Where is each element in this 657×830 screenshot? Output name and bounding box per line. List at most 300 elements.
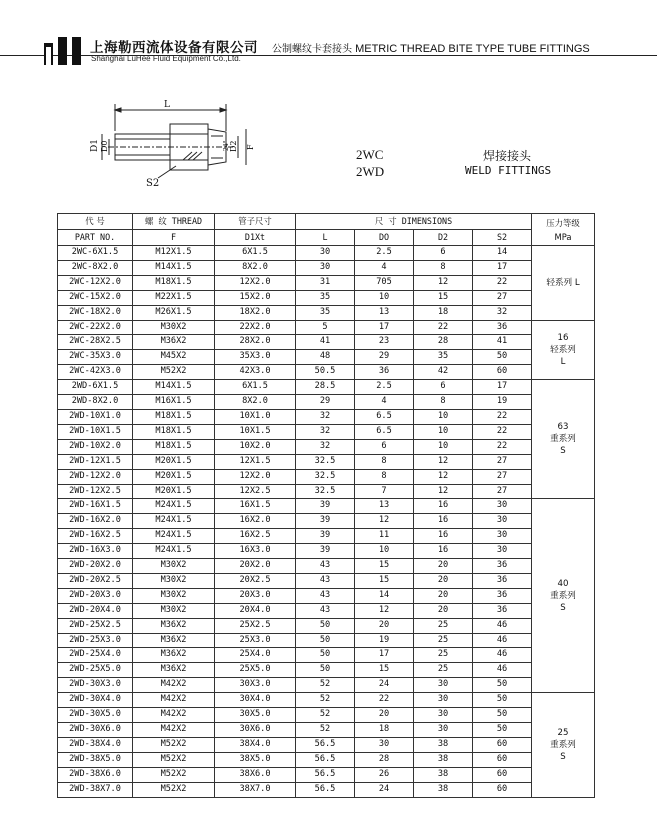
cell-dim-s2: 19 xyxy=(473,395,532,410)
cell-dim-d2: 35 xyxy=(414,350,473,365)
pressure-rating-line: 重系列 xyxy=(550,434,576,445)
cell-part-no: 2WD-16X2.0 xyxy=(58,514,133,529)
cell-tube-size: 15X2.0 xyxy=(215,290,296,305)
cell-dim-s2: 22 xyxy=(473,275,532,290)
cell-dim-d2: 25 xyxy=(414,648,473,663)
cell-dim-d2: 20 xyxy=(414,603,473,618)
cell-tube-size: 38X7.0 xyxy=(215,782,296,797)
cell-dim-d0: 13 xyxy=(355,305,414,320)
cell-part-no: 2WC-8X2.0 xyxy=(58,260,133,275)
table-row xyxy=(58,603,595,618)
cell-dim-d0: 6.5 xyxy=(355,424,414,439)
cell-tube-size: 12X2.0 xyxy=(215,469,296,484)
cell-dim-l: 5 xyxy=(296,320,355,335)
cell-dim-d0: 15 xyxy=(355,559,414,574)
label-D2: D2 xyxy=(229,140,238,152)
cell-part-no: 2WD-12X2.0 xyxy=(58,469,133,484)
cell-tube-size: 8X2.0 xyxy=(215,260,296,275)
cell-dim-d2: 18 xyxy=(414,305,473,320)
cell-part-no: 2WD-8X2.0 xyxy=(58,395,133,410)
cell-part-no: 2WD-16X1.5 xyxy=(58,499,133,514)
cell-dim-l: 52 xyxy=(296,693,355,708)
cell-tube-size: 38X4.0 xyxy=(215,737,296,752)
cell-part-no: 2WD-25X5.0 xyxy=(58,663,133,678)
product-code-2wc: 2WC xyxy=(356,147,384,162)
cell-dim-d2: 10 xyxy=(414,424,473,439)
cell-tube-size: 25X2.5 xyxy=(215,618,296,633)
cell-dim-s2: 36 xyxy=(473,559,532,574)
pressure-rating-line: 重系列 xyxy=(550,739,576,750)
cell-thread: M36X2 xyxy=(133,633,215,648)
cell-tube-size: 38X5.0 xyxy=(215,752,296,767)
cell-dim-s2: 30 xyxy=(473,529,532,544)
cell-dim-d0: 24 xyxy=(355,782,414,797)
cell-thread: M22X1.5 xyxy=(133,290,215,305)
cell-dim-d2: 25 xyxy=(414,663,473,678)
cell-part-no: 2WC-15X2.0 xyxy=(58,290,133,305)
pressure-rating-line: 轻系列 L xyxy=(546,277,580,288)
cell-part-no: 2WD-12X2.5 xyxy=(58,484,133,499)
table-row xyxy=(58,514,595,529)
cell-thread: M42X2 xyxy=(133,708,215,723)
cell-tube-size: 12X1.5 xyxy=(215,454,296,469)
cell-dim-d0: 6.5 xyxy=(355,409,414,424)
label-D0: D0 xyxy=(100,140,109,152)
pressure-rating-line: 16 xyxy=(557,332,569,343)
cell-dim-d2: 12 xyxy=(414,484,473,499)
label-F: F xyxy=(246,144,255,150)
cell-dim-d0: 12 xyxy=(355,603,414,618)
cell-part-no: 2WD-25X3.0 xyxy=(58,633,133,648)
cell-part-no: 2WD-30X4.0 xyxy=(58,693,133,708)
cell-tube-size: 12X2.5 xyxy=(215,484,296,499)
cell-dim-d0: 36 xyxy=(355,365,414,380)
page-title xyxy=(272,40,590,55)
header-dim-d0: DO xyxy=(355,230,414,246)
table-row xyxy=(58,752,595,767)
cell-tube-size: 10X1.5 xyxy=(215,424,296,439)
page-title-en: METRIC THREAD BITE TYPE TUBE FITTINGS xyxy=(355,43,590,55)
table-row xyxy=(58,573,595,588)
cell-dim-d2: 30 xyxy=(414,693,473,708)
table-row xyxy=(58,529,595,544)
cell-part-no: 2WD-30X6.0 xyxy=(58,723,133,738)
product-code-2wd: 2WD xyxy=(356,164,385,179)
cell-dim-l: 32 xyxy=(296,439,355,454)
table-row xyxy=(58,305,595,320)
cell-dim-l: 48 xyxy=(296,350,355,365)
cell-dim-d2: 12 xyxy=(414,275,473,290)
cell-dim-d2: 12 xyxy=(414,454,473,469)
label-S2: S2 xyxy=(146,178,160,189)
cell-tube-size: 28X2.0 xyxy=(215,335,296,350)
cell-dim-s2: 14 xyxy=(473,246,532,261)
table-row xyxy=(58,409,595,424)
cell-dim-s2: 17 xyxy=(473,380,532,395)
cell-part-no: 2WD-38X4.0 xyxy=(58,737,133,752)
pressure-rating-line: 63 xyxy=(557,422,569,433)
cell-dim-l: 39 xyxy=(296,529,355,544)
cell-dim-s2: 60 xyxy=(473,752,532,767)
cell-thread: M14X1.5 xyxy=(133,260,215,275)
header-pressure-unit: MPa xyxy=(554,231,572,242)
table-row xyxy=(58,246,595,261)
cell-dim-d0: 8 xyxy=(355,454,414,469)
cell-dim-s2: 22 xyxy=(473,409,532,424)
cell-dim-d0: 13 xyxy=(355,499,414,514)
cell-dim-d2: 25 xyxy=(414,618,473,633)
cell-thread: M36X2 xyxy=(133,335,215,350)
cell-dim-d0: 10 xyxy=(355,290,414,305)
cell-dim-s2: 32 xyxy=(473,305,532,320)
cell-thread: M24X1.5 xyxy=(133,544,215,559)
cell-dim-s2: 50 xyxy=(473,723,532,738)
cell-dim-s2: 60 xyxy=(473,767,532,782)
cell-dim-l: 39 xyxy=(296,544,355,559)
table-row xyxy=(58,335,595,350)
header-pressure-cn: 压力等级 xyxy=(546,217,580,228)
cell-tube-size: 10X2.0 xyxy=(215,439,296,454)
cell-thread: M18X1.5 xyxy=(133,424,215,439)
cell-part-no: 2WC-28X2.5 xyxy=(58,335,133,350)
cell-dim-s2: 60 xyxy=(473,782,532,797)
cell-dim-d2: 16 xyxy=(414,514,473,529)
cell-dim-s2: 50 xyxy=(473,350,532,365)
cell-dim-l: 32.5 xyxy=(296,454,355,469)
table-row xyxy=(58,365,595,380)
cell-dim-l: 41 xyxy=(296,335,355,350)
cell-thread: M24X1.5 xyxy=(133,514,215,529)
cell-tube-size: 16X3.0 xyxy=(215,544,296,559)
cell-dim-l: 32.5 xyxy=(296,484,355,499)
cell-part-no: 2WD-16X3.0 xyxy=(58,544,133,559)
cell-thread: M52X2 xyxy=(133,737,215,752)
cell-dim-s2: 60 xyxy=(473,737,532,752)
cell-thread: M42X2 xyxy=(133,693,215,708)
cell-thread: M36X2 xyxy=(133,618,215,633)
cell-tube-size: 30X4.0 xyxy=(215,693,296,708)
cell-tube-size: 30X5.0 xyxy=(215,708,296,723)
cell-dim-d2: 6 xyxy=(414,246,473,261)
cell-dim-s2: 36 xyxy=(473,573,532,588)
cell-dim-d2: 30 xyxy=(414,678,473,693)
company-logo-icon xyxy=(44,37,84,65)
cell-dim-l: 43 xyxy=(296,603,355,618)
cell-dim-s2: 22 xyxy=(473,424,532,439)
cell-dim-d2: 38 xyxy=(414,767,473,782)
cell-tube-size: 10X1.0 xyxy=(215,409,296,424)
cell-dim-d2: 16 xyxy=(414,529,473,544)
cell-dim-s2: 22 xyxy=(473,439,532,454)
cell-thread: M52X2 xyxy=(133,365,215,380)
cell-dim-d2: 22 xyxy=(414,320,473,335)
cell-tube-size: 42X3.0 xyxy=(215,365,296,380)
cell-part-no: 2WD-20X2.0 xyxy=(58,559,133,574)
cell-dim-d0: 6 xyxy=(355,439,414,454)
company-name-cn: 上海勒西流体设备有限公司 xyxy=(90,40,258,56)
cell-dim-d0: 2.5 xyxy=(355,246,414,261)
table-row xyxy=(58,708,595,723)
cell-part-no: 2WC-6X1.5 xyxy=(58,246,133,261)
table-row xyxy=(58,484,595,499)
cell-dim-d2: 8 xyxy=(414,395,473,410)
header-tube: 管子尺寸 xyxy=(215,214,296,230)
cell-dim-s2: 36 xyxy=(473,588,532,603)
cell-dim-d0: 7 xyxy=(355,484,414,499)
cell-dim-d2: 10 xyxy=(414,409,473,424)
cell-dim-d0: 28 xyxy=(355,752,414,767)
cell-dim-s2: 46 xyxy=(473,633,532,648)
table-row xyxy=(58,439,595,454)
table-row xyxy=(58,663,595,678)
cell-dim-d0: 23 xyxy=(355,335,414,350)
pressure-rating-line: 轻系列 xyxy=(550,344,576,355)
cell-dim-d0: 19 xyxy=(355,633,414,648)
cell-part-no: 2WD-38X5.0 xyxy=(58,752,133,767)
cell-thread: M12X1.5 xyxy=(133,246,215,261)
cell-dim-s2: 30 xyxy=(473,514,532,529)
cell-dim-s2: 46 xyxy=(473,663,532,678)
cell-dim-l: 32.5 xyxy=(296,469,355,484)
page-title-cn: 公制螺纹卡套接头 xyxy=(272,44,352,55)
cell-part-no: 2WD-20X4.0 xyxy=(58,603,133,618)
table-row xyxy=(58,395,595,410)
cell-tube-size: 16X1.5 xyxy=(215,499,296,514)
cell-tube-size: 6X1.5 xyxy=(215,380,296,395)
cell-thread: M18X1.5 xyxy=(133,275,215,290)
cell-tube-size: 35X3.0 xyxy=(215,350,296,365)
cell-dim-d0: 2.5 xyxy=(355,380,414,395)
cell-part-no: 2WD-38X7.0 xyxy=(58,782,133,797)
table-row xyxy=(58,618,595,633)
cell-dim-l: 43 xyxy=(296,588,355,603)
cell-tube-size: 22X2.0 xyxy=(215,320,296,335)
table-row xyxy=(58,469,595,484)
cell-thread: M18X1.5 xyxy=(133,409,215,424)
cell-part-no: 2WD-30X3.0 xyxy=(58,678,133,693)
pressure-rating xyxy=(532,499,595,693)
cell-tube-size: 16X2.5 xyxy=(215,529,296,544)
cell-dim-s2: 30 xyxy=(473,499,532,514)
header-part-cn: 代 号 xyxy=(58,214,133,230)
table-row xyxy=(58,499,595,514)
cell-dim-d0: 29 xyxy=(355,350,414,365)
table-row xyxy=(58,275,595,290)
table-row xyxy=(58,320,595,335)
table-row xyxy=(58,723,595,738)
cell-thread: M36X2 xyxy=(133,663,215,678)
cell-tube-size: 8X2.0 xyxy=(215,395,296,410)
cell-thread: M30X2 xyxy=(133,588,215,603)
cell-dim-d2: 10 xyxy=(414,439,473,454)
cell-thread: M20X1.5 xyxy=(133,469,215,484)
table-row xyxy=(58,633,595,648)
header-dim-s2: S2 xyxy=(473,230,532,246)
cell-tube-size: 30X6.0 xyxy=(215,723,296,738)
cell-dim-l: 29 xyxy=(296,395,355,410)
cell-tube-size: 18X2.0 xyxy=(215,305,296,320)
header-dim-l: L xyxy=(296,230,355,246)
cell-part-no: 2WD-25X2.5 xyxy=(58,618,133,633)
pressure-rating-line: S xyxy=(560,602,566,613)
cell-dim-d2: 30 xyxy=(414,708,473,723)
cell-dim-d0: 15 xyxy=(355,573,414,588)
cell-dim-d2: 25 xyxy=(414,633,473,648)
cell-part-no: 2WC-35X3.0 xyxy=(58,350,133,365)
pressure-rating-line: L xyxy=(560,356,566,367)
table-row xyxy=(58,767,595,782)
cell-tube-size: 16X2.0 xyxy=(215,514,296,529)
cell-part-no: 2WC-22X2.0 xyxy=(58,320,133,335)
cell-dim-s2: 27 xyxy=(473,484,532,499)
cell-dim-d0: 705 xyxy=(355,275,414,290)
cell-part-no: 2WD-6X1.5 xyxy=(58,380,133,395)
cell-dim-d2: 42 xyxy=(414,365,473,380)
cell-dim-s2: 30 xyxy=(473,544,532,559)
table-row xyxy=(58,454,595,469)
cell-tube-size: 12X2.0 xyxy=(215,275,296,290)
cell-part-no: 2WD-20X2.5 xyxy=(58,573,133,588)
header-pressure xyxy=(532,214,595,246)
cell-dim-d0: 10 xyxy=(355,544,414,559)
cell-dim-l: 50 xyxy=(296,648,355,663)
cell-dim-l: 52 xyxy=(296,678,355,693)
table-row xyxy=(58,544,595,559)
pressure-rating xyxy=(532,320,595,380)
cell-tube-size: 20X2.5 xyxy=(215,573,296,588)
pressure-rating-line: S xyxy=(560,446,566,457)
cell-dim-d2: 8 xyxy=(414,260,473,275)
cell-tube-size: 30X3.0 xyxy=(215,678,296,693)
product-name-en: WELD FITTINGS xyxy=(465,164,552,177)
cell-dim-s2: 36 xyxy=(473,603,532,618)
cell-dim-l: 56.5 xyxy=(296,767,355,782)
table-row xyxy=(58,693,595,708)
cell-thread: M52X2 xyxy=(133,752,215,767)
cell-thread: M52X2 xyxy=(133,782,215,797)
cell-dim-d0: 18 xyxy=(355,723,414,738)
pressure-rating xyxy=(532,246,595,321)
table-row xyxy=(58,290,595,305)
cell-part-no: 2WD-10X1.5 xyxy=(58,424,133,439)
cell-dim-d2: 30 xyxy=(414,723,473,738)
cell-dim-s2: 46 xyxy=(473,618,532,633)
cell-part-no: 2WD-38X6.0 xyxy=(58,767,133,782)
fitting-drawing xyxy=(88,96,258,192)
header-tube-d1xt: D1Xt xyxy=(215,230,296,246)
cell-dim-l: 52 xyxy=(296,708,355,723)
cell-dim-l: 39 xyxy=(296,499,355,514)
cell-thread: M26X1.5 xyxy=(133,305,215,320)
cell-thread: M42X2 xyxy=(133,723,215,738)
table-row xyxy=(58,737,595,752)
cell-dim-s2: 46 xyxy=(473,648,532,663)
label-angle: 24° xyxy=(223,140,230,151)
cell-dim-d2: 38 xyxy=(414,737,473,752)
cell-dim-l: 43 xyxy=(296,573,355,588)
header-thread-f: F xyxy=(133,230,215,246)
cell-dim-l: 28.5 xyxy=(296,380,355,395)
spec-table xyxy=(57,213,595,798)
cell-dim-s2: 60 xyxy=(473,365,532,380)
cell-thread: M36X2 xyxy=(133,648,215,663)
cell-dim-l: 35 xyxy=(296,290,355,305)
cell-dim-l: 50 xyxy=(296,663,355,678)
table-row xyxy=(58,648,595,663)
table-row xyxy=(58,380,595,395)
cell-part-no: 2WC-42X3.0 xyxy=(58,365,133,380)
cell-dim-l: 43 xyxy=(296,559,355,574)
pressure-rating xyxy=(532,693,595,797)
cell-tube-size: 25X3.0 xyxy=(215,633,296,648)
header-thread: 螺 纹 THREAD xyxy=(133,214,215,230)
cell-dim-l: 50 xyxy=(296,633,355,648)
cell-part-no: 2WD-30X5.0 xyxy=(58,708,133,723)
cell-dim-s2: 27 xyxy=(473,454,532,469)
cell-thread: M30X2 xyxy=(133,573,215,588)
table-row xyxy=(58,782,595,797)
cell-dim-d0: 15 xyxy=(355,663,414,678)
header-part-en: PART NO. xyxy=(58,230,133,246)
cell-dim-s2: 50 xyxy=(473,678,532,693)
cell-dim-l: 32 xyxy=(296,424,355,439)
cell-dim-l: 39 xyxy=(296,514,355,529)
cell-part-no: 2WC-18X2.0 xyxy=(58,305,133,320)
cell-dim-l: 56.5 xyxy=(296,737,355,752)
cell-dim-s2: 17 xyxy=(473,260,532,275)
cell-dim-d2: 12 xyxy=(414,469,473,484)
cell-dim-d0: 4 xyxy=(355,395,414,410)
cell-dim-l: 30 xyxy=(296,246,355,261)
cell-thread: M18X1.5 xyxy=(133,439,215,454)
cell-dim-s2: 36 xyxy=(473,320,532,335)
cell-dim-d0: 26 xyxy=(355,767,414,782)
cell-tube-size: 25X4.0 xyxy=(215,648,296,663)
pressure-rating-line: 重系列 xyxy=(550,590,576,601)
cell-dim-d2: 16 xyxy=(414,544,473,559)
cell-dim-d2: 28 xyxy=(414,335,473,350)
cell-dim-d0: 30 xyxy=(355,737,414,752)
cell-thread: M20X1.5 xyxy=(133,454,215,469)
cell-dim-d0: 17 xyxy=(355,320,414,335)
cell-dim-d0: 14 xyxy=(355,588,414,603)
header-dim-d2: D2 xyxy=(414,230,473,246)
cell-dim-l: 56.5 xyxy=(296,752,355,767)
cell-tube-size: 38X6.0 xyxy=(215,767,296,782)
cell-dim-d0: 17 xyxy=(355,648,414,663)
cell-part-no: 2WC-12X2.0 xyxy=(58,275,133,290)
pressure-rating-line: 25 xyxy=(557,727,569,738)
cell-part-no: 2WD-25X4.0 xyxy=(58,648,133,663)
cell-dim-s2: 41 xyxy=(473,335,532,350)
cell-dim-d2: 15 xyxy=(414,290,473,305)
cell-part-no: 2WD-16X2.5 xyxy=(58,529,133,544)
cell-thread: M30X2 xyxy=(133,320,215,335)
cell-dim-d2: 20 xyxy=(414,588,473,603)
cell-dim-l: 30 xyxy=(296,260,355,275)
cell-thread: M42X2 xyxy=(133,678,215,693)
company-name-en: Shanghai LuHee Fluid Equipment Co.,Ltd. xyxy=(91,54,241,63)
cell-thread: M24X1.5 xyxy=(133,529,215,544)
cell-thread: M20X1.5 xyxy=(133,484,215,499)
table-row xyxy=(58,350,595,365)
cell-dim-s2: 27 xyxy=(473,290,532,305)
cell-thread: M24X1.5 xyxy=(133,499,215,514)
cell-dim-l: 35 xyxy=(296,305,355,320)
header-dimensions: 尺 寸 DIMENSIONS xyxy=(296,214,532,230)
cell-thread: M14X1.5 xyxy=(133,380,215,395)
cell-dim-l: 52 xyxy=(296,723,355,738)
